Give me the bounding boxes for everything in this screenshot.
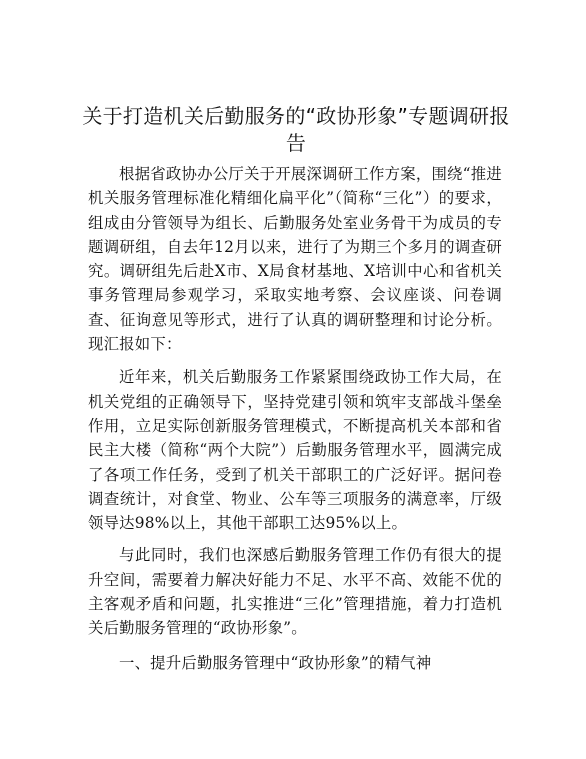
paragraph-intro: 根据省政协办公厅关于开展深调研工作方案，围绕“推进机关服务管理标准化精细化扁平化”（简称“三化”）的要求，组成由分管领导为组长、后勤服务处室业务骨干为成员的专题调研组，自去年12月以来，进行了为期三个多月的调查研究。调研组先后赴X市、X局食材基地、X培训中心和省机关事务管理局参观学习，采取实地考察、会议座谈、问卷调查、征询意见等形式，进行了认真的调研整理和讨论分析。现汇报如下：: [88, 165, 502, 354]
section-heading-1: 一、提升后勤服务管理中“政协形象”的精气神: [119, 653, 432, 672]
document-body: [88, 162, 502, 675]
paragraph-recent-years: 近年来，机关后勤服务工作紧紧围绕政协工作大局，在机关党组的正确领导下，坚持党建引领和筑牢支部战斗堡垒作用，立足实际创新服务管理模式，不断提高机关本部和省民主大楼（简称“两个大院”）后勤服务管理水平，圆满完成了各项工作任务，受到了机关干部职工的广泛好评。据问卷调查统计，对食堂、物业、公车等三项服务的满意率，厅级领导达98%以上，其他干部职工达95%以上。: [88, 368, 502, 533]
document-title: 关于打造机关后勤服务的“政协形象”专题调研报告: [82, 104, 510, 155]
paragraph-meanwhile: 与此同时，我们也深感后勤服务管理工作仍有很大的提升空间，需要着力解决好能力不足、水平不高、效能不优的主客观矛盾和问题，扎实推进“三化”管理措施，着力打造机关后勤服务管理的“政协形象”。: [88, 546, 502, 638]
